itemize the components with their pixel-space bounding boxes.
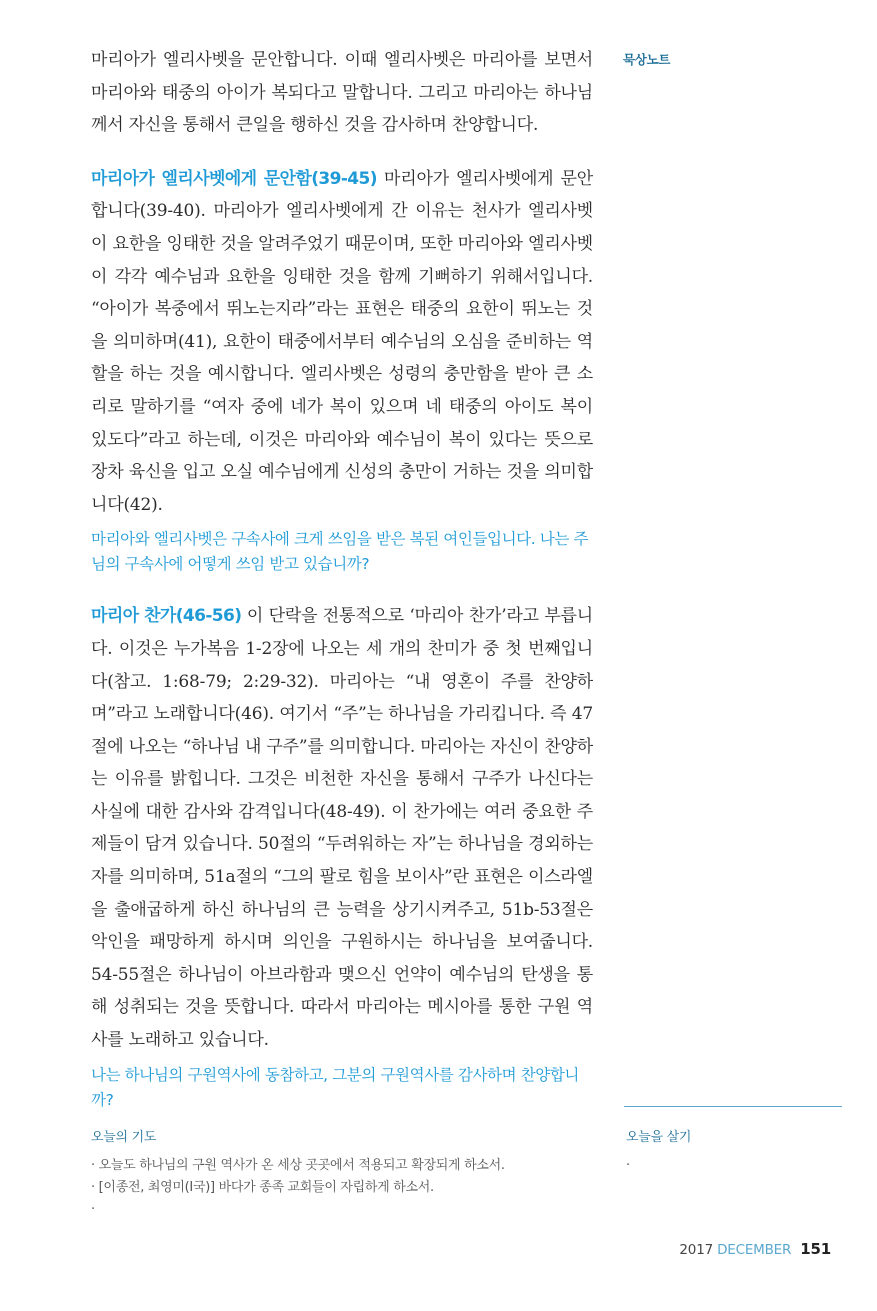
section-body-2: 이 단락을 전통적으로 ‘마리아 찬가’라고 부릅니다. 이것은 누가복음 1-2장에 나오는 세 개의 찬미가 중 첫 번째입니다(참고. 1:68-79; 2:29-32). 마리아는 “내 영혼이 주를 찬양하며”라고 노래합니다(46). 여기서 “주”는 하나님을 가리킵니다. 즉 47절에 나오는 “하나님 내 구주”를 의미합니다. 마리아는 자신이 찬양하는 이유를 밝힙니다. 그것은 비천한 자신을 통해서 구주가 나신다는 사실에 대한 감사와 감격입니다(48-49). 이 찬가에는 여러 중요한 주제들이 담겨 있습니다. 50절의 “두려워하는 자”는 하나님을 경외하는 자를 의미하며, 51a절의 “그의 팔로 힘을 보이사”란 표현은 이스라엘을 출애굽하게 하신 하나님의 큰 능력을 상기시켜주고, 51b-53절은 악인을 패망하게 하시며 의인을 구원하시는 하나님을 보여줍니다. 54-55절은 하나님이 아브라함과 맺으신 언약이 예수님의 탄생을 통해 성취되는 것을 뜻합니다. 따라서 마리아는 메시아를 통한 구원 역사를 노래하고 있습니다.: [91, 606, 593, 1051]
reflection-question-1: 마리아와 엘리사벳은 구속사에 크게 쓰임을 받은 복된 여인들입니다. 나는 주님의 구속사에 어떻게 쓰임 받고 있습니까?: [91, 530, 589, 574]
prayer-item-2: · [이종전, 최영미(I국)] 바다가 종족 교회들이 자립하게 하소서.: [91, 1180, 434, 1195]
living-box: [626, 1126, 846, 1177]
footer-year: 2017: [679, 1242, 713, 1258]
page-footer: [679, 1240, 831, 1258]
main-column: [91, 44, 593, 1113]
prayer-box: [91, 1126, 591, 1221]
living-item-1: ·: [626, 1158, 630, 1173]
living-title: 오늘을 살기: [626, 1130, 692, 1145]
prayer-item-3: ·: [91, 1202, 95, 1217]
section-heading-2: 마리아 찬가(46-56): [91, 606, 242, 627]
page-number: 151: [800, 1240, 831, 1258]
living-divider: [624, 1106, 842, 1107]
section-paragraph-2: [91, 600, 593, 1056]
prayer-item-1: · 오늘도 하나님의 구원 역사가 온 세상 곳곳에서 적용되고 확장되게 하소서.: [91, 1158, 505, 1173]
footer-month: DECEMBER: [717, 1242, 792, 1258]
section-heading-1: 마리아가 엘리사벳에게 문안함(39-45): [91, 168, 377, 189]
meditation-note-label: 묵상노트: [623, 52, 671, 67]
reflection-question-2: 나는 하나님의 구원역사에 동참하고, 그분의 구원역사를 감사하며 찬양합니까?: [91, 1065, 579, 1109]
section-body-1: 마리아가 엘리사벳에게 문안합니다(39-40). 마리아가 엘리사벳에게 간 이유는 천사가 엘리사벳이 요한을 잉태한 것을 알려주었기 때문이며, 또한 마리아와 엘리사벳이 각각 예수님과 요한을 잉태한 것을 함께 기뻐하기 위해서입니다. “아이가 복중에서 뛰노는지라”라는 표현은 태중의 요한이 뛰노는 것을 의미하며(41), 요한이 태중에서부터 예수님의 오심을 준비하는 역할을 하는 것을 예시합니다. 엘리사벳은 성령의 충만함을 받아 큰 소리로 말하기를 “여자 중에 네가 복이 있으며 네 태중의 아이도 복이 있도다”라고 하는데, 이것은 마리아와 예수님이 복이 있다는 뜻으로 장차 육신을 입고 오실 예수님에게 신성의 충만이 거하는 것을 의미합니다(42).: [91, 168, 594, 515]
section-paragraph-1: [91, 163, 593, 522]
intro-paragraph: 마리아가 엘리사벳을 문안합니다. 이때 엘리사벳은 마리아를 보면서 마리아와 태중의 아이가 복되다고 말합니다. 그리고 마리아는 하나님께서 자신을 통해서 큰일을 행하신 것을 감사하며 찬양합니다.: [91, 50, 593, 136]
prayer-title: 오늘의 기도: [91, 1130, 157, 1145]
